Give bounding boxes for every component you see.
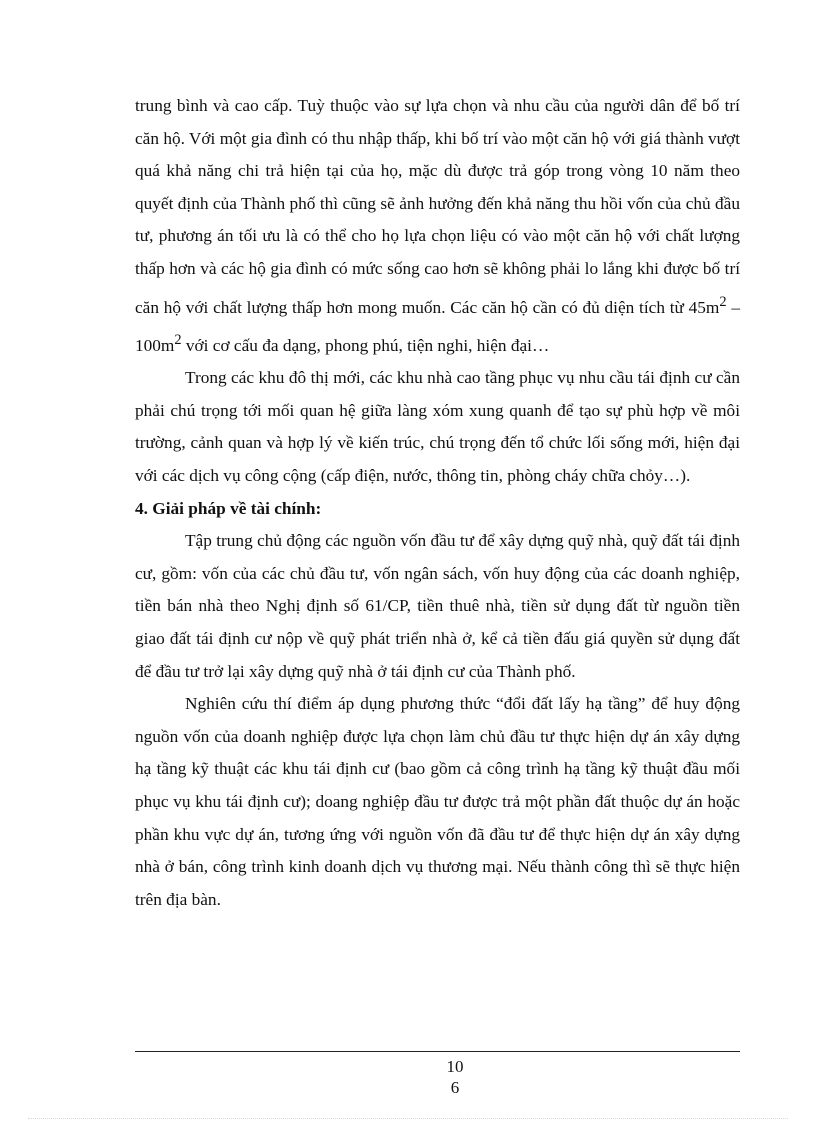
page-number-secondary: 6	[450, 1078, 460, 1097]
paragraph-1-mid: – 100m	[135, 297, 740, 355]
superscript-2a: 2	[719, 293, 727, 310]
paragraph-1-text: trung bình và cao cấp. Tuỳ thuộc vào sự lựa chọn và nhu cầu của người dân để bố trí căn hộ. Với một gia đình có thu nhập thấp, khi bố trí vào một căn hộ với giá thành vượt quá khả năng chi trả hiện tại của họ, mặc dù được trả góp trong vòng 10 năm theo quyết định của Thành phố thì cũng sẽ ảnh hưởng đến khả năng thu hồi vốn của chủ đầu tư, phương án tối ưu là có thể cho họ lựa chọn liệu có vào một căn hộ với chất lượng thấp hơn và các hộ gia đình có mức sống cao hơn sẽ không phải lo lắng khi được bố trí căn hộ với chất lượng thấp hơn mong muốn. Các căn hộ cần có đủ diện tích từ 45m	[135, 96, 740, 317]
superscript-2b: 2	[174, 331, 182, 348]
paragraph-3: Tập trung chủ động các nguồn vốn đầu tư để xây dựng quỹ nhà, quỹ đất tái định cư, gồm: vốn của các chủ đầu tư, vốn ngân sách, vốn huy động của các doanh nghiệp, tiền bán nhà theo Nghị định số 61/CP, tiền thuê nhà, tiền sử dụng đất từ nguồn tiền giao đất tái định cư nộp về quỹ phát triển nhà ở, kể cả tiền đấu giá quyền sử dụng đất để đầu tư trở lại xây dựng quỹ nhà ở tái định cư của Thành phố.	[135, 531, 740, 681]
page-number-primary: 10	[446, 1057, 464, 1076]
document-body	[135, 90, 740, 916]
footer-rule	[135, 1051, 740, 1052]
paragraph-1	[135, 90, 740, 362]
paragraph-2: Trong các khu đô thị mới, các khu nhà cao tầng phục vụ nhu cầu tái định cư cần phải chú trọng tới mối quan hệ giữa làng xóm xung quanh để tạo sự phù hợp về môi trường, cảnh quan và hợp lý về kiến trúc, chú trọng đến tổ chức lối sống mới, hiện đại với các dịch vụ công cộng (cấp điện, nước, thông tin, phòng cháy chữa chỏy…).	[135, 368, 740, 486]
paragraph-4: Nghiên cứu thí điểm áp dụng phương thức “đổi đất lấy hạ tầng” để huy động nguồn vốn của doanh nghiệp được lựa chọn làm chủ đầu tư thực hiện dự án xây dựng hạ tầng kỹ thuật các khu tái định cư (bao gồm cả công trình hạ tầng kỹ thuật đầu mối phục vụ khu tái định cư); doang nghiệp đầu tư được trả một phần đất thuộc dự án hoặc phần khu vực dự án, tương ứng với nguồn vốn đã đầu tư để thực hiện dự án xây dựng nhà ở bán, công trình kinh doanh dịch vụ thương mại. Nếu thành công thì sẽ thực hiện trên địa bàn.	[135, 694, 740, 909]
section-heading: 4. Giải pháp về tài chính:	[135, 498, 322, 518]
page-bottom-divider	[28, 1118, 788, 1119]
paragraph-1-end: với cơ cấu đa dạng, phong phú, tiện nghi, hiện đại…	[181, 335, 550, 355]
